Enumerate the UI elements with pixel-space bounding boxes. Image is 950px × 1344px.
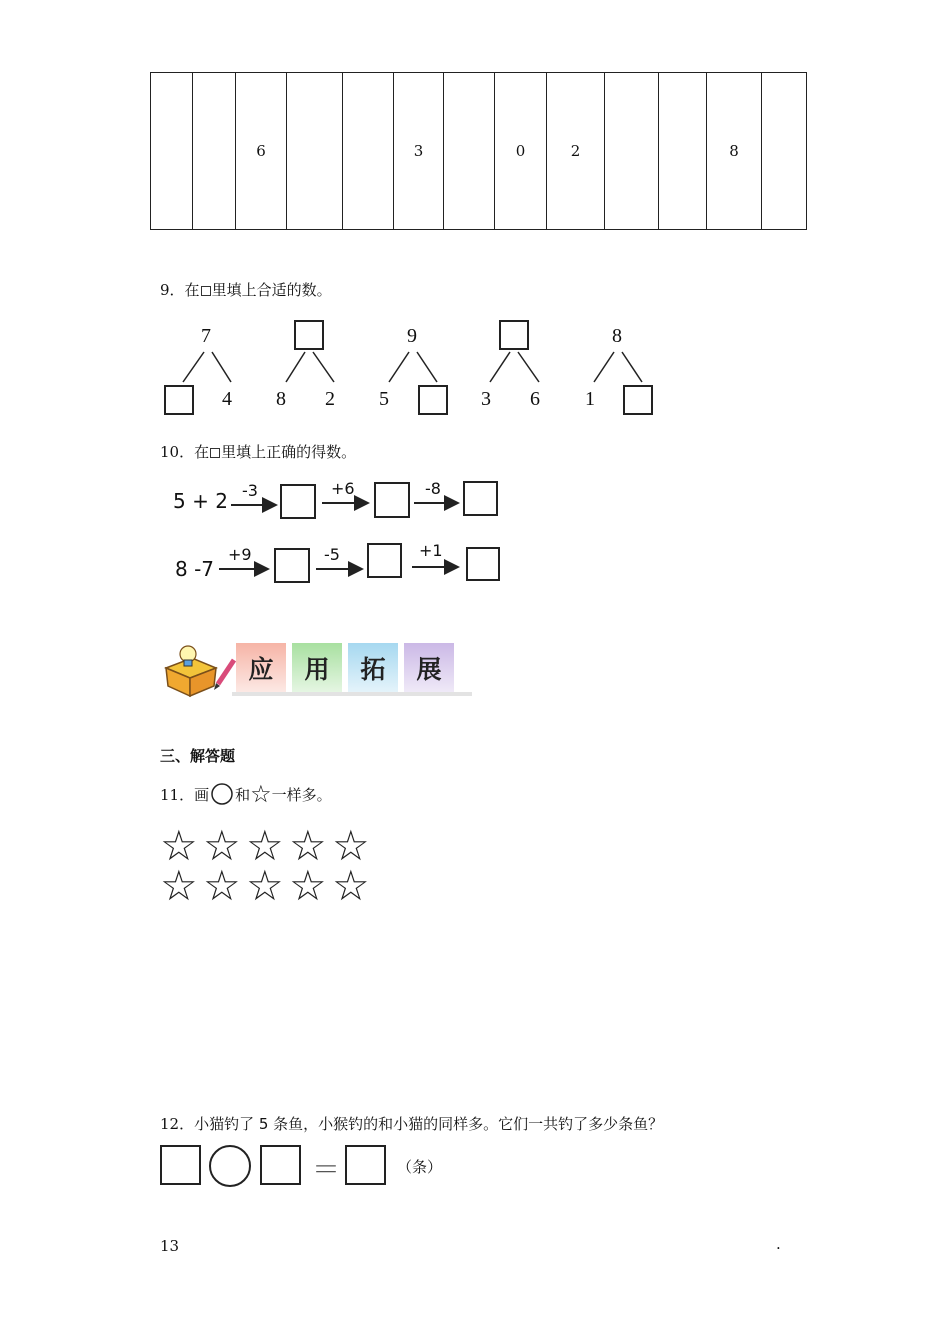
equals-sign: ＝	[312, 1153, 341, 1186]
banner-tile: 拓	[348, 643, 398, 693]
answer-box[interactable]	[260, 1145, 301, 1185]
question-9-text: 9．在 里填上合适的数。	[160, 281, 332, 299]
table-cell: 3	[394, 73, 444, 230]
star-icon: ☆	[160, 821, 198, 870]
star-icon: ☆	[160, 861, 198, 910]
chain-op: -5	[324, 545, 340, 564]
chain-op: +9	[228, 545, 252, 564]
answer-box[interactable]	[160, 1145, 201, 1185]
tree-left-number: 8	[276, 388, 286, 410]
table-cell: 8	[707, 73, 762, 230]
chain-op: -3	[242, 481, 258, 500]
banner-tile: 展	[404, 643, 454, 693]
banner-tile: 用	[292, 643, 342, 693]
tree-right-number: 2	[325, 388, 335, 410]
operator-circle[interactable]	[207, 1143, 253, 1189]
circle-icon	[209, 782, 235, 806]
tree-top-number: 7	[201, 325, 211, 347]
tree-left-number: 1	[585, 388, 595, 410]
star-icon: ☆	[246, 861, 284, 910]
star-icon: ☆	[289, 861, 327, 910]
answer-box[interactable]	[274, 548, 310, 583]
chain-op: -8	[425, 479, 441, 498]
chain-1-start: 5 + 2	[173, 489, 228, 513]
answer-box[interactable]	[374, 482, 410, 518]
answer-box[interactable]	[463, 481, 498, 516]
star-icon: ☆	[246, 821, 284, 870]
answer-box[interactable]	[367, 543, 402, 578]
question-11-text: 11． 画 和 ☆ 一样多。	[160, 780, 332, 808]
chain-op: +1	[419, 541, 443, 560]
tree-right-number: 6	[530, 388, 540, 410]
chain-op: +6	[331, 479, 355, 498]
answer-box[interactable]	[345, 1145, 386, 1185]
tree-left-number: 5	[379, 388, 389, 410]
footer-dot: .	[776, 1235, 781, 1253]
star-icon: ☆	[332, 861, 370, 910]
tree-left-number: 3	[481, 388, 491, 410]
question-12-text: 12．小猫钓了 5 条鱼，小猴钓的和小猫的同样多。它们一共钓了多少条鱼？	[160, 1115, 664, 1133]
tree-top-number: 9	[407, 325, 417, 347]
table-cell: 2	[547, 73, 605, 230]
unit-label: （条）	[397, 1158, 443, 1176]
page-number: 13	[160, 1237, 180, 1255]
answer-box[interactable]	[466, 547, 500, 581]
application-extension-banner	[158, 640, 478, 700]
tree-top-number: 8	[612, 325, 622, 347]
table-cell: 0	[495, 73, 547, 230]
lightbulb-box-icon	[158, 640, 238, 700]
star-grid	[160, 821, 390, 915]
banner-shadow	[232, 692, 472, 696]
star-icon: ☆	[250, 780, 272, 808]
star-icon: ☆	[203, 821, 241, 870]
section-title: 三、解答题	[160, 747, 236, 765]
answer-box[interactable]	[280, 484, 316, 519]
star-icon: ☆	[203, 861, 241, 910]
question-10-text: 10．在 里填上正确的得数。	[160, 443, 357, 461]
table-cell: 6	[236, 73, 287, 230]
banner-tile: 应	[236, 643, 286, 693]
star-icon: ☆	[289, 821, 327, 870]
star-icon: ☆	[332, 821, 370, 870]
tree-right-number: 4	[222, 388, 232, 410]
chain-2-start: 8 -7	[175, 557, 215, 581]
